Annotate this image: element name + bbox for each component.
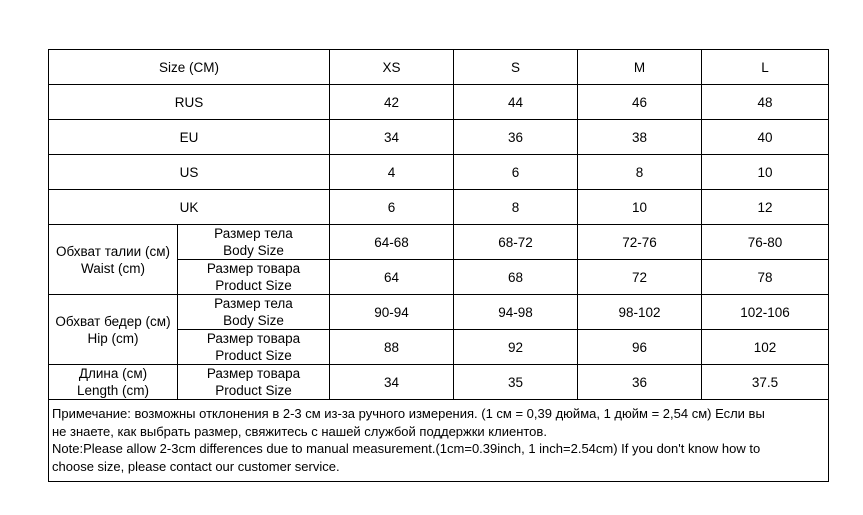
table-row-uk — [49, 190, 829, 225]
cell-value: 78 — [702, 260, 829, 295]
cell-value: 8 — [454, 190, 578, 225]
waist-label-en: Waist (cm) — [81, 260, 145, 276]
cell-value: 6 — [330, 190, 454, 225]
cell-value: 34 — [330, 365, 454, 400]
hip-label-en: Hip (cm) — [87, 330, 139, 346]
product-size-label-en: Product Size — [215, 348, 292, 363]
cell-value: 10 — [702, 155, 829, 190]
cell-value: 46 — [578, 85, 702, 120]
product-size-label-en: Product Size — [215, 278, 292, 293]
size-l-header: L — [702, 50, 829, 85]
size-header-label: Size (CM) — [49, 50, 330, 85]
cell-value: 10 — [578, 190, 702, 225]
size-chart-table — [48, 49, 829, 482]
cell-value: 68 — [454, 260, 578, 295]
cell-value: 102 — [702, 330, 829, 365]
cell-value: 36 — [578, 365, 702, 400]
cell-value: 40 — [702, 120, 829, 155]
table-row-length-product — [49, 365, 829, 400]
waist-product-size-label — [178, 260, 330, 295]
note-ru-line-2: не знаете, как выбрать размер, свяжитесь с нашей службой поддержки клиентов. — [52, 423, 547, 439]
cell-value: 88 — [330, 330, 454, 365]
cell-value: 102-106 — [702, 295, 829, 330]
cell-value: 92 — [454, 330, 578, 365]
hip-body-size-label — [178, 295, 330, 330]
cell-value: 44 — [454, 85, 578, 120]
product-size-label-ru: Размер товара — [206, 331, 301, 346]
cell-value: 8 — [578, 155, 702, 190]
cell-value: 90-94 — [330, 295, 454, 330]
cell-value: 36 — [454, 120, 578, 155]
body-size-label-ru: Размер тела — [214, 226, 293, 241]
cell-value: 12 — [702, 190, 829, 225]
waist-label-ru: Обхват талии (см) — [56, 243, 170, 259]
cell-value: 37.5 — [702, 365, 829, 400]
cell-value: 35 — [454, 365, 578, 400]
cell-value: 94-98 — [454, 295, 578, 330]
cell-value: 48 — [702, 85, 829, 120]
cell-value: 76-80 — [702, 225, 829, 260]
table-row-hip-body — [49, 295, 829, 330]
hip-label — [49, 295, 178, 365]
cell-value: 64 — [330, 260, 454, 295]
cell-value: 96 — [578, 330, 702, 365]
product-size-label-ru: Размер товара — [206, 261, 301, 276]
table-row-us — [49, 155, 829, 190]
cell-value: 42 — [330, 85, 454, 120]
row-label-us: US — [49, 155, 330, 190]
cell-value: 72 — [578, 260, 702, 295]
table-row-waist-body — [49, 225, 829, 260]
cell-value: 38 — [578, 120, 702, 155]
length-label — [49, 365, 178, 400]
note-ru-line-1: Примечание: возможны отклонения в 2-3 см из-за ручного измерения. (1 см = 0,39 дюйма, 1 дюйм = 2,54 см) Если вы — [52, 406, 765, 421]
body-size-label-en: Body Size — [223, 313, 284, 328]
length-label-en: Length (cm) — [76, 383, 150, 398]
cell-value: 64-68 — [330, 225, 454, 260]
hip-label-ru: Обхват бедер (см) — [55, 313, 171, 329]
cell-value: 4 — [330, 155, 454, 190]
cell-value: 34 — [330, 120, 454, 155]
note-en-line-1: Note:Please allow 2-3cm differences due to manual measurement.(1cm=0.39inch, 1 inch=2.54cm) If you don't know how to — [52, 441, 761, 456]
body-size-label-en: Body Size — [223, 243, 284, 258]
product-size-label-en: Product Size — [215, 383, 292, 398]
product-size-label-ru: Размер товара — [206, 366, 301, 381]
table-row-rus — [49, 85, 829, 120]
note-en-line-2: choose size, please contact our customer service. — [52, 458, 340, 474]
size-xs-header: XS — [330, 50, 454, 85]
hip-product-size-label — [178, 330, 330, 365]
cell-value: 6 — [454, 155, 578, 190]
body-size-label-ru: Размер тела — [214, 296, 293, 311]
measurement-note — [49, 400, 829, 482]
cell-value: 98-102 — [578, 295, 702, 330]
waist-body-size-label — [178, 225, 330, 260]
row-label-rus: RUS — [49, 85, 330, 120]
cell-value: 72-76 — [578, 225, 702, 260]
row-label-uk: UK — [49, 190, 330, 225]
size-s-header: S — [454, 50, 578, 85]
size-m-header: M — [578, 50, 702, 85]
waist-label — [49, 225, 178, 295]
row-label-eu: EU — [49, 120, 330, 155]
table-row-eu — [49, 120, 829, 155]
cell-value: 68-72 — [454, 225, 578, 260]
note-row — [49, 400, 829, 482]
length-product-size-label — [178, 365, 330, 400]
length-label-ru: Длина (см) — [78, 366, 148, 381]
header-row — [49, 50, 829, 85]
